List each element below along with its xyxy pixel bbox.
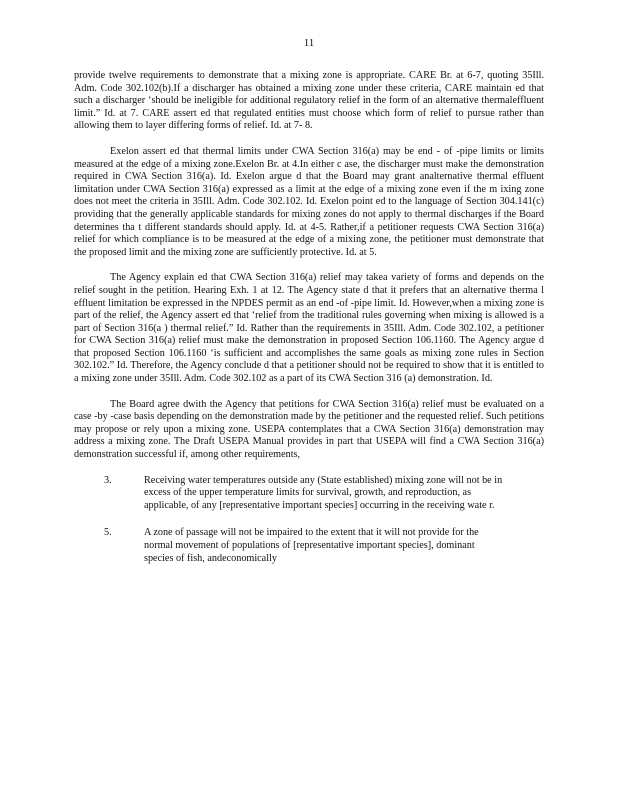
paragraph-exelon-argument: Exelon assert ed that thermal limits under CWA Section 316(a) may be end - of -pipe limits or limits measured at the edge of a mixing zone.Exelon Br. at 4.In either c ase, the discharger must make the demonstration required in CWA Section 316(a). Id. Exelon argue d that the Board may grant analternative thermal effluent limitation under CWA Section 316(a) expressed as a limit at the edge of a mixing zone even if the m ixing zone does not meet the criteria in 35Ill. Adm. Code 302.102. Id. Exelon point ed to the language of Section 304.141(c) providing that the generally applicable standards for mixing zones do not apply to thermal discharges if the Board determines tha t different standards should apply. Id. at 4-5. Rather,if a petitioner requests CWA Section 316(a) relief for which compliance is to be measured at the edge of a mixing zone, the petitioner must demonstrate that the proposed limit and the mixing zone are sufficiently protective. Id. at 5. <box>74 145 544 258</box>
list-item-text: A zone of passage will not be impaired to the extent that it will not provide for the normal movement of populations of [representative important species], dominant species of fish, andeconomically <box>144 527 479 564</box>
list-item-number: 5. <box>104 527 112 539</box>
paragraph-board-finding: The Board agree dwith the Agency that petitions for CWA Section 316(a) relief must be evaluated on a case -by -case basis depending on the demonstration made by the petitioner and the requested relief. Such petitions may propose or rely upon a mixing zone. USEPA contemplates that a CWA Section 316(a) demonstration may address a mixing zone. The Draft USEPA Manual provides in part that USEPA will find a CWA Section 316(a) demonstration successful if, among other requirements, <box>74 398 544 461</box>
body-text <box>74 70 544 580</box>
list-item <box>104 527 504 565</box>
paragraph-care-argument: provide twelve requirements to demonstrate that a mixing zone is appropriate. CARE Br. at 6-7, quoting 35Ill. Adm. Code 302.102(b).If a discharger has obtained a mixing zone under these criteria, CARE maintain ed that such a discharger ‘should be ineligible for additional regulatory relief in the form of an alternative thermaleffluent limit.” Id. at 7. CARE assert ed that regulated entities must choose which form of relief to pursue rather than allowing them to layer differing forms of relief. Id. at 7- 8. <box>74 70 544 132</box>
page-number: 11 <box>303 37 315 49</box>
list-item-number: 3. <box>104 474 112 486</box>
list-item-text: Receiving water temperatures outside any (State established) mixing zone will not be in excess of the upper temperature limits for survival, growth, and reproduction, as applicable, of any [representative important species] occurring in the receiving wate r. <box>144 474 503 511</box>
list-item <box>104 475 504 513</box>
paragraph-agency-argument: The Agency explain ed that CWA Section 316(a) relief may takea variety of forms and depends on the relief sought in the petition. Hearing Exh. 1 at 12. The Agency state d that it prefers that an alternative therma l effluent limitation be expressed in the NPDES permit as an end -of -pipe limit. Id. However,when a mixing zone is part of the relief, the Agency assert ed that ‘relief from the traditional rules governing when mixing is allowed is a part of Section 316(a ) thermal relief.” Id. Rather than the requirements in 35Ill. Adm. Code 302.102, a petitioner for CWA Section 316(a) relief must make the demonstration in proposed Section 106.1160. The Agency argue d that proposed Section 106.1160 ‘is sufficient and accomplishes the same goals as mixing zone rules in Section 302.102.” Id. Therefore, the Agency conclude d that a petitioner should not be required to show that it is entitled to a mixing zone under 35Ill. Adm. Code 302.102 as a part of its CWA Section 316 (a) demonstration. Id. <box>74 272 544 385</box>
